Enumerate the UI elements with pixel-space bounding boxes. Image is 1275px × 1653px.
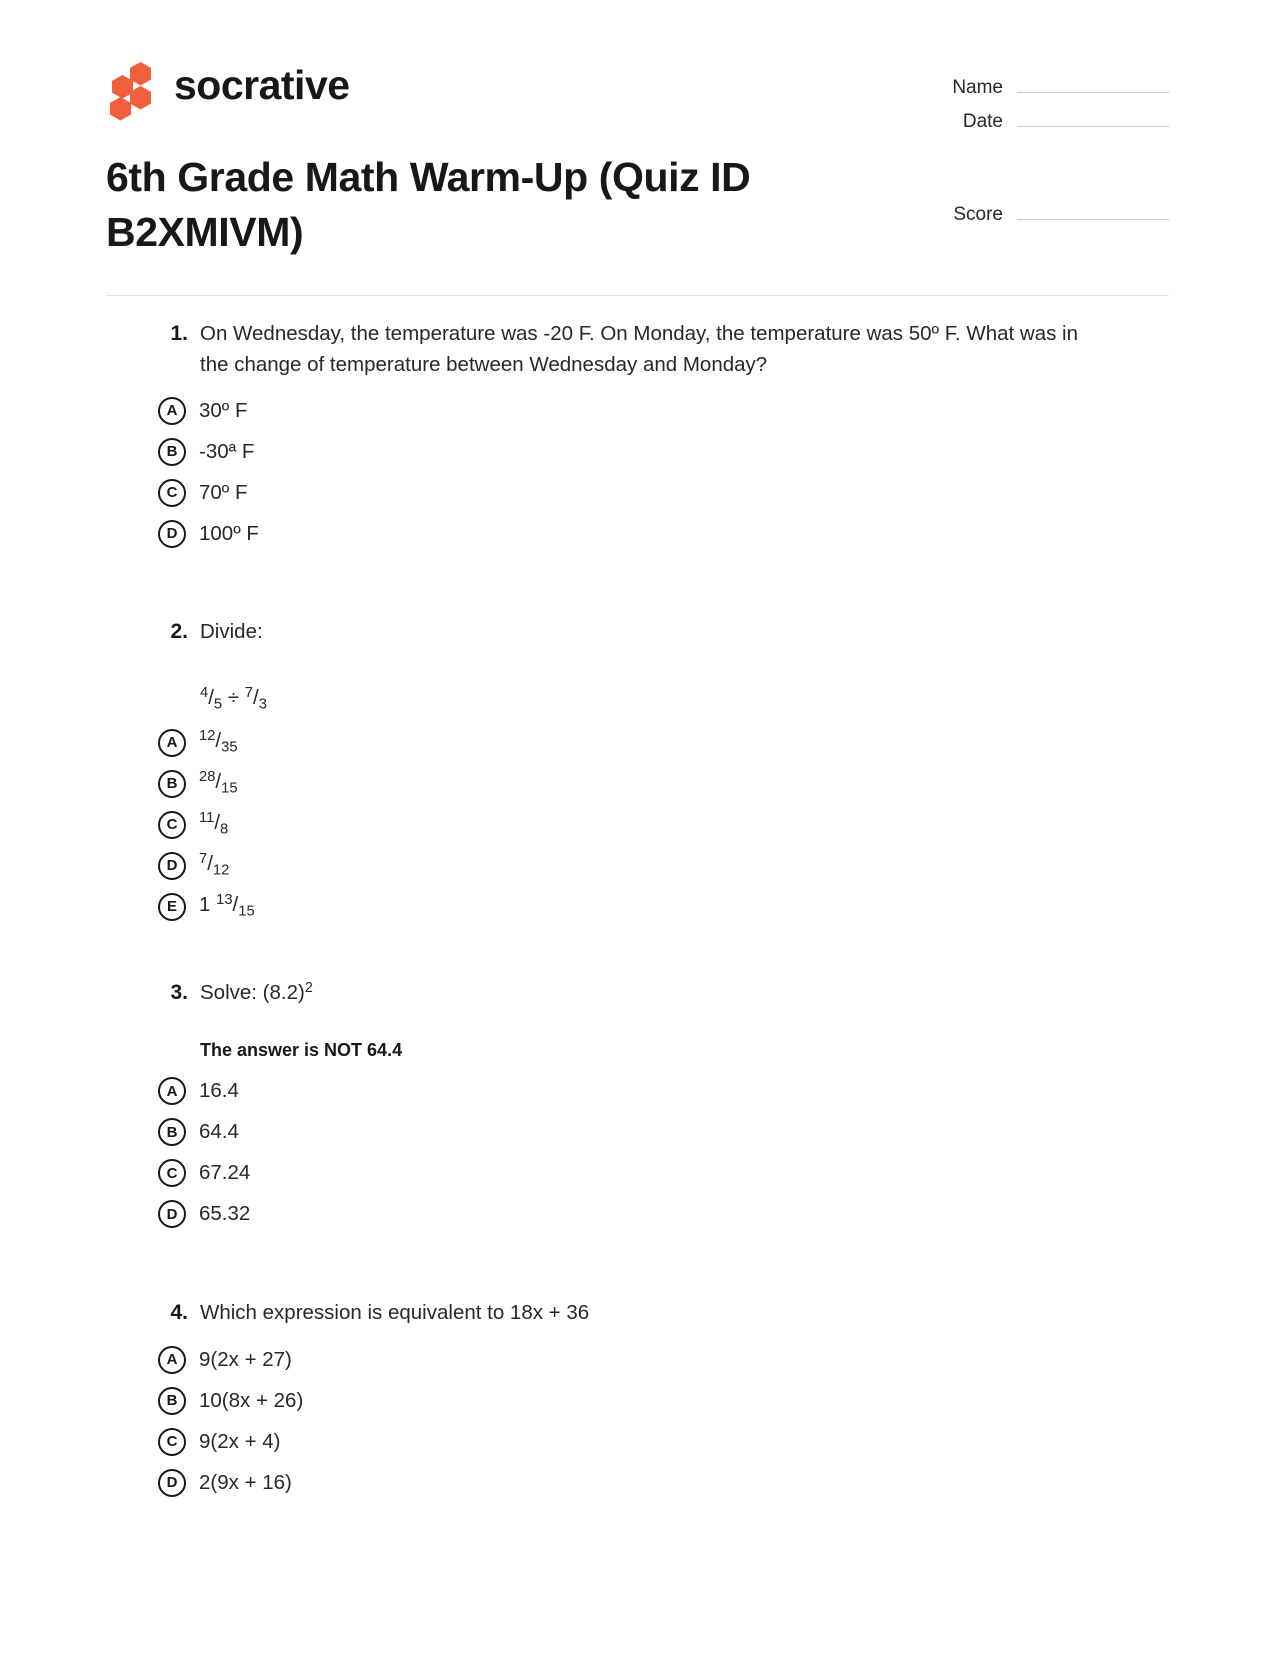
question-header bbox=[106, 977, 1169, 1010]
answer-choice[interactable] bbox=[106, 431, 1169, 472]
answer-choice-list bbox=[106, 390, 1169, 554]
choice-text: 65.32 bbox=[199, 1202, 251, 1226]
question-header bbox=[106, 1297, 1169, 1330]
answer-choice[interactable] bbox=[106, 763, 1169, 804]
answer-choice[interactable] bbox=[106, 513, 1169, 554]
page-title: 6th Grade Math Warm-Up (Quiz ID B2XMIVM) bbox=[106, 154, 751, 255]
question-block bbox=[106, 1297, 1169, 1544]
answer-choice-list bbox=[106, 1071, 1169, 1235]
choice-bubble-c[interactable]: C bbox=[158, 1159, 186, 1187]
choice-text: 70º F bbox=[199, 480, 248, 504]
choice-text: $^{11}/_8$ bbox=[199, 810, 229, 838]
question-number: 2. bbox=[170, 620, 188, 644]
answer-choice[interactable] bbox=[106, 1112, 1169, 1153]
name-label: Name bbox=[952, 77, 1003, 98]
question-number: 3. bbox=[170, 981, 188, 1005]
choice-text: $^{12}/_{35}$ bbox=[199, 728, 238, 756]
answer-choice[interactable] bbox=[106, 722, 1169, 763]
answer-choice[interactable] bbox=[106, 1071, 1169, 1112]
question-number: 1. bbox=[170, 322, 188, 346]
answer-choice[interactable] bbox=[106, 1153, 1169, 1194]
answer-choice[interactable] bbox=[106, 845, 1169, 886]
choice-bubble-d[interactable]: D bbox=[158, 1200, 186, 1228]
answer-choice-list bbox=[106, 722, 1169, 927]
choice-text: 67.24 bbox=[199, 1161, 251, 1185]
choice-text: 30º F bbox=[199, 398, 248, 422]
choice-bubble-d[interactable]: D bbox=[158, 520, 186, 548]
choice-text: -30ª F bbox=[199, 439, 255, 463]
choice-text: 9(2x + 4) bbox=[199, 1429, 281, 1453]
question-note: The answer is NOT 64.4 bbox=[200, 1039, 403, 1060]
brand-and-title bbox=[106, 56, 846, 259]
choice-bubble-b[interactable]: B bbox=[158, 770, 186, 798]
choice-bubble-a[interactable]: A bbox=[158, 1346, 186, 1374]
choice-text: 10(8x + 26) bbox=[199, 1388, 304, 1412]
choice-bubble-b[interactable]: B bbox=[158, 1387, 186, 1415]
choice-text: $^7/_{12}$ bbox=[199, 851, 230, 879]
answer-choice[interactable] bbox=[106, 1339, 1169, 1380]
page-header bbox=[106, 0, 1169, 259]
choice-text: 1 $^{13}/_{15}$ bbox=[199, 892, 255, 920]
answer-choice[interactable] bbox=[106, 472, 1169, 513]
date-input-line[interactable] bbox=[1017, 108, 1169, 127]
question-list bbox=[106, 296, 1169, 1543]
name-field-row bbox=[929, 74, 1169, 99]
choice-text: 64.4 bbox=[199, 1120, 239, 1144]
question-text: Divide: bbox=[200, 620, 263, 644]
question-header bbox=[106, 616, 1169, 649]
question-expression: $^4/_5 \div ^7/_3$ bbox=[200, 684, 267, 713]
choice-bubble-a[interactable]: A bbox=[158, 397, 186, 425]
answer-choice[interactable] bbox=[106, 1380, 1169, 1421]
answer-choice[interactable] bbox=[106, 804, 1169, 845]
score-label: Score bbox=[953, 204, 1003, 225]
choice-bubble-c[interactable]: C bbox=[158, 479, 186, 507]
student-info-fields bbox=[929, 56, 1169, 235]
hexagon-cluster-icon bbox=[106, 59, 158, 111]
brand-name: socrative bbox=[174, 61, 350, 108]
choice-text: 9(2x + 27) bbox=[199, 1347, 292, 1371]
question-header bbox=[106, 318, 1169, 380]
question-block bbox=[106, 616, 1169, 967]
question-text: On Wednesday, the temperature was -20 F. On Monday, the temperature was 50º F. What was in the change of temperature between Wednesday and Monday? bbox=[200, 322, 1079, 377]
choice-text: 2(9x + 16) bbox=[199, 1470, 292, 1494]
choice-text: 100º F bbox=[199, 521, 259, 545]
question-spacer bbox=[106, 1235, 1169, 1287]
choice-bubble-e[interactable]: E bbox=[158, 893, 186, 921]
answer-choice-list bbox=[106, 1339, 1169, 1503]
choice-bubble-a[interactable]: A bbox=[158, 729, 186, 757]
choice-bubble-b[interactable]: B bbox=[158, 438, 186, 466]
choice-bubble-b[interactable]: B bbox=[158, 1118, 186, 1146]
choice-bubble-d[interactable]: D bbox=[158, 852, 186, 880]
choice-bubble-d[interactable]: D bbox=[158, 1469, 186, 1497]
date-field-row bbox=[929, 108, 1169, 133]
answer-choice[interactable] bbox=[106, 886, 1169, 927]
question-block bbox=[106, 977, 1169, 1287]
choice-bubble-c[interactable]: C bbox=[158, 1428, 186, 1456]
name-input-line[interactable] bbox=[1017, 74, 1169, 93]
score-field-row bbox=[929, 201, 1169, 226]
score-input-line[interactable] bbox=[1017, 201, 1169, 220]
answer-choice[interactable] bbox=[106, 1462, 1169, 1503]
choice-bubble-a[interactable]: A bbox=[158, 1077, 186, 1105]
brand-logo bbox=[106, 56, 846, 114]
question-text: Solve: $(8.2)^2$ bbox=[200, 980, 313, 1005]
question-text: Which expression is equivalent to 18x + 36 bbox=[200, 1300, 590, 1324]
question-block bbox=[106, 318, 1169, 606]
answer-choice[interactable] bbox=[106, 1421, 1169, 1462]
choice-bubble-c[interactable]: C bbox=[158, 811, 186, 839]
choice-text: 16.4 bbox=[199, 1079, 239, 1103]
answer-choice[interactable] bbox=[106, 390, 1169, 431]
choice-text: $^{28}/_{15}$ bbox=[199, 769, 238, 797]
answer-choice[interactable] bbox=[106, 1194, 1169, 1235]
question-number: 4. bbox=[170, 1300, 188, 1324]
date-label: Date bbox=[962, 111, 1003, 132]
question-spacer bbox=[106, 554, 1169, 606]
question-spacer bbox=[106, 1503, 1169, 1543]
question-spacer bbox=[106, 927, 1169, 967]
